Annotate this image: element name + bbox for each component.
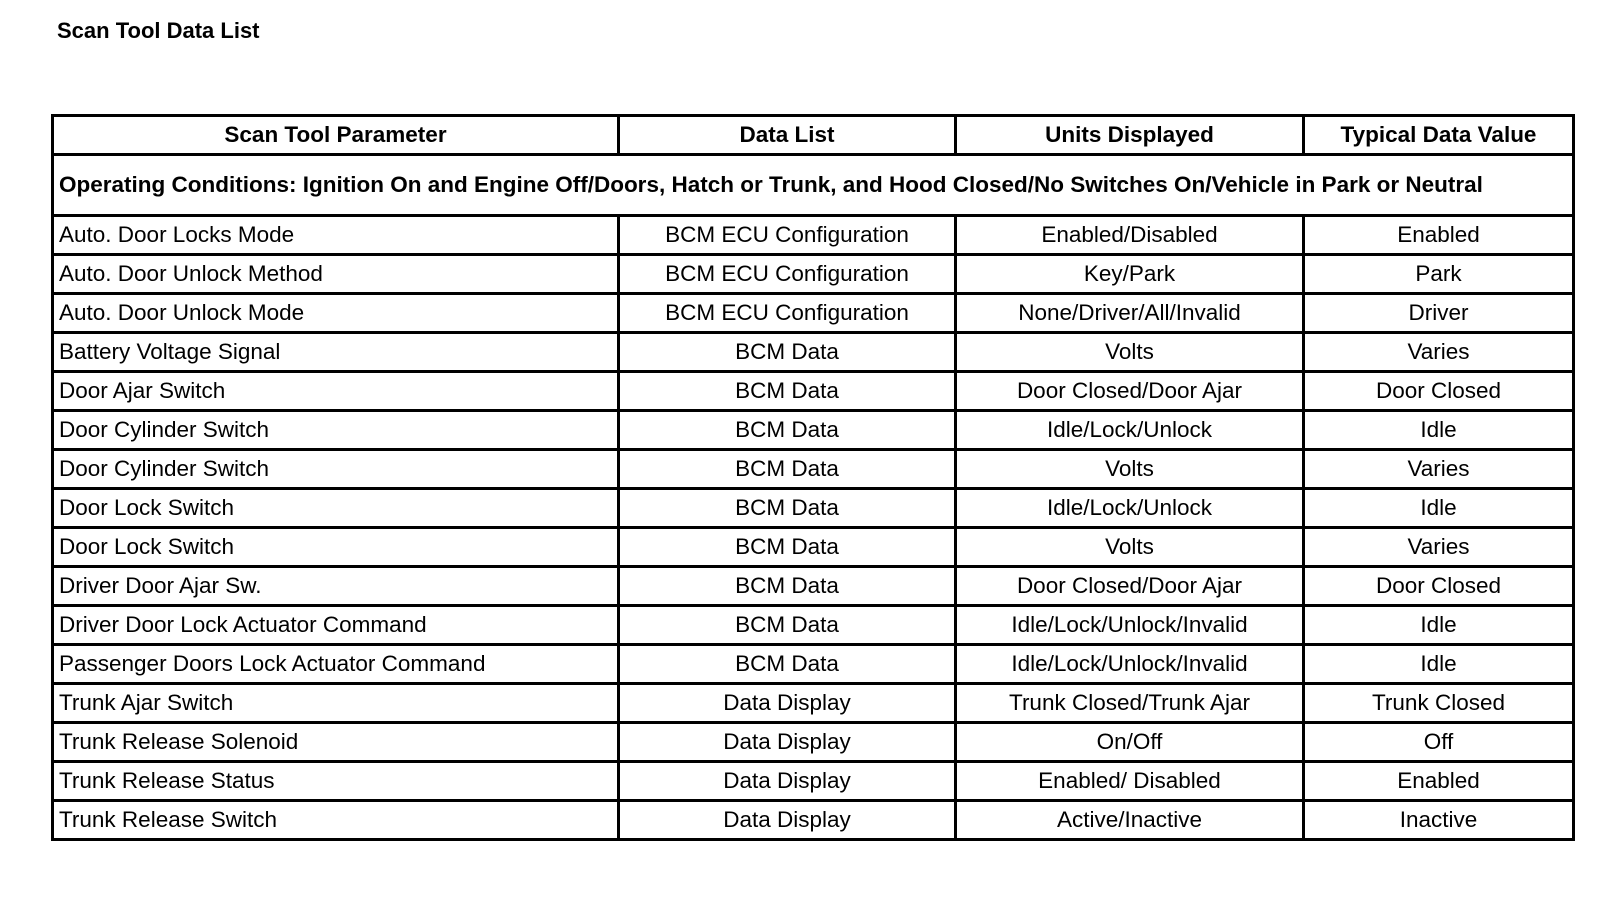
cell-data-list: BCM Data [619,450,956,489]
cell-parameter: Door Lock Switch [53,489,619,528]
cell-data-list: BCM Data [619,528,956,567]
cell-units-displayed: Enabled/ Disabled [956,762,1304,801]
cell-typical-data-value: Enabled [1304,216,1574,255]
cell-units-displayed: Idle/Lock/Unlock [956,411,1304,450]
cell-data-list: BCM Data [619,489,956,528]
operating-conditions: Operating Conditions: Ignition On and Engine Off/Doors, Hatch or Trunk, and Hood Closed/No Switches On/Vehicle in Park or Neutral [53,155,1574,216]
table-row [53,255,1574,294]
cell-parameter: Auto. Door Unlock Method [53,255,619,294]
cell-data-list: Data Display [619,684,956,723]
cell-parameter: Battery Voltage Signal [53,333,619,372]
cell-typical-data-value: Idle [1304,606,1574,645]
table-row [53,489,1574,528]
column-header-data-list: Data List [619,116,956,155]
cell-typical-data-value: Inactive [1304,801,1574,840]
column-header-parameter: Scan Tool Parameter [53,116,619,155]
cell-typical-data-value: Trunk Closed [1304,684,1574,723]
cell-typical-data-value: Idle [1304,489,1574,528]
cell-parameter: Auto. Door Locks Mode [53,216,619,255]
cell-typical-data-value: Door Closed [1304,372,1574,411]
header-row [53,116,1574,155]
cell-units-displayed: Idle/Lock/Unlock/Invalid [956,606,1304,645]
cell-units-displayed: Volts [956,528,1304,567]
cell-data-list: BCM Data [619,411,956,450]
cell-data-list: BCM ECU Configuration [619,294,956,333]
cell-typical-data-value: Varies [1304,333,1574,372]
cell-typical-data-value: Varies [1304,450,1574,489]
cell-parameter: Passenger Doors Lock Actuator Command [53,645,619,684]
cell-data-list: BCM Data [619,645,956,684]
cell-data-list: BCM Data [619,333,956,372]
table-row [53,762,1574,801]
scan-tool-data-table [51,114,1575,841]
cell-data-list: BCM Data [619,567,956,606]
cell-parameter: Driver Door Lock Actuator Command [53,606,619,645]
cell-parameter: Door Lock Switch [53,528,619,567]
cell-units-displayed: Idle/Lock/Unlock/Invalid [956,645,1304,684]
cell-data-list: BCM Data [619,606,956,645]
table-row [53,645,1574,684]
table-row [53,606,1574,645]
table-row [53,450,1574,489]
table-row [53,333,1574,372]
cell-units-displayed: On/Off [956,723,1304,762]
table-header [53,116,1574,155]
cell-data-list: Data Display [619,723,956,762]
table-row [53,216,1574,255]
column-header-typical-value: Typical Data Value [1304,116,1574,155]
cell-typical-data-value: Door Closed [1304,567,1574,606]
cell-units-displayed: Idle/Lock/Unlock [956,489,1304,528]
cell-parameter: Trunk Ajar Switch [53,684,619,723]
table-row [53,411,1574,450]
cell-typical-data-value: Driver [1304,294,1574,333]
cell-data-list: BCM ECU Configuration [619,216,956,255]
cell-data-list: Data Display [619,801,956,840]
column-header-units: Units Displayed [956,116,1304,155]
cell-parameter: Door Cylinder Switch [53,411,619,450]
page-title: Scan Tool Data List [57,18,260,43]
cell-parameter: Trunk Release Status [53,762,619,801]
cell-units-displayed: Door Closed/Door Ajar [956,567,1304,606]
cell-typical-data-value: Idle [1304,645,1574,684]
cell-typical-data-value: Idle [1304,411,1574,450]
cell-data-list: BCM Data [619,372,956,411]
table-body [53,155,1574,840]
table-row [53,801,1574,840]
table-row [53,684,1574,723]
cell-parameter: Trunk Release Solenoid [53,723,619,762]
cell-parameter: Driver Door Ajar Sw. [53,567,619,606]
cell-parameter: Auto. Door Unlock Mode [53,294,619,333]
table-row [53,723,1574,762]
cell-units-displayed: None/Driver/All/Invalid [956,294,1304,333]
cell-units-displayed: Volts [956,333,1304,372]
table-row [53,294,1574,333]
cell-typical-data-value: Off [1304,723,1574,762]
cell-units-displayed: Trunk Closed/Trunk Ajar [956,684,1304,723]
cell-typical-data-value: Varies [1304,528,1574,567]
cell-units-displayed: Key/Park [956,255,1304,294]
cell-typical-data-value: Park [1304,255,1574,294]
cell-parameter: Door Cylinder Switch [53,450,619,489]
cell-data-list: Data Display [619,762,956,801]
cell-parameter: Door Ajar Switch [53,372,619,411]
cell-units-displayed: Volts [956,450,1304,489]
operating-conditions-row [53,155,1574,216]
table-row [53,372,1574,411]
table-row [53,567,1574,606]
cell-data-list: BCM ECU Configuration [619,255,956,294]
cell-units-displayed: Enabled/Disabled [956,216,1304,255]
table-row [53,528,1574,567]
cell-units-displayed: Active/Inactive [956,801,1304,840]
cell-parameter: Trunk Release Switch [53,801,619,840]
cell-typical-data-value: Enabled [1304,762,1574,801]
cell-units-displayed: Door Closed/Door Ajar [956,372,1304,411]
